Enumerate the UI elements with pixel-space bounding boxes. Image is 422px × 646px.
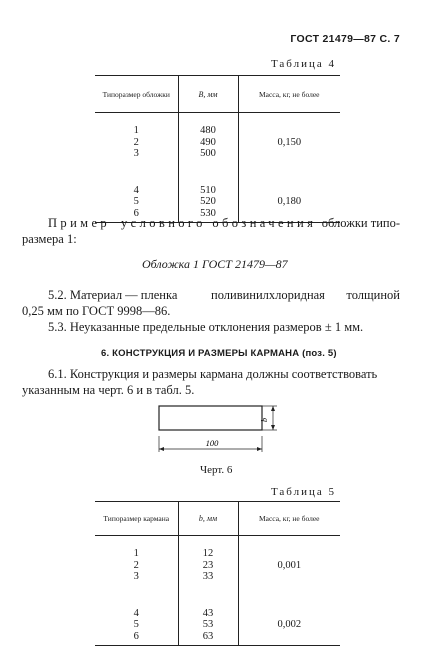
dimension-arrow-up (271, 406, 275, 411)
table-cell-sizes: 1 2 3 (95, 113, 178, 170)
example-designation: Обложка 1 ГОСТ 21479—87 (142, 257, 288, 271)
table-4-header-mass: Масса, кг, не более (238, 76, 340, 113)
example-line-1-right: обложки типо- (321, 216, 400, 230)
table-cell-mass: 0,150 (238, 113, 340, 170)
clause-5-2-line-1-mid: поливинилхлоридная (211, 288, 325, 302)
table-5 (95, 501, 340, 646)
table-5-header-mass: Масса, кг, не более (238, 502, 340, 536)
dimension-arrow-right (257, 447, 262, 451)
table-cell-mass: 0,180 (238, 170, 340, 223)
clause-5-2-line-2: 0,25 мм по ГОСТ 9998—86. (22, 304, 171, 318)
dimension-arrow-left (159, 447, 164, 451)
table-cell-values: 510 520 530 (178, 170, 238, 223)
pocket-outline (159, 406, 262, 430)
example-line-2: размера 1: (22, 232, 77, 246)
table-cell-sizes: 1 2 3 (95, 536, 178, 593)
table-cell-sizes: 4 5 6 (95, 593, 178, 646)
clause-5-2-line-1-left: 5.2. Материал — пленка (48, 288, 178, 302)
table-4-header-b: B, мм (178, 76, 238, 113)
table-row (95, 536, 340, 593)
table-cell-mass: 0,001 (238, 536, 340, 593)
table-5-caption: Таблица 5 (270, 486, 336, 498)
table-5-header-b: b, мм (178, 502, 238, 536)
table-cell-values: 43 53 63 (178, 593, 238, 646)
pocket-width-dimension (150, 436, 280, 456)
table-row (95, 593, 340, 646)
table-cell-sizes: 4 5 6 (95, 170, 178, 223)
dimension-label-b: b (260, 418, 269, 422)
example-line-1-left: Пример (48, 216, 111, 230)
example-line-1-mid: условного обозначения (121, 216, 317, 230)
table-4 (95, 75, 340, 223)
table-4-header-size: Типоразмер обложки (95, 76, 178, 113)
table-row (95, 113, 340, 170)
table-4-caption: Таблица 4 (270, 58, 336, 70)
clause-6-1-line-2: указанным на черт. 6 и в табл. 5. (22, 383, 195, 397)
dimension-label-width: 100 (205, 438, 219, 448)
clause-5-3: 5.3. Неуказанные предельные отклонения размеров ± 1 мм. (48, 320, 364, 334)
table-cell-values: 12 23 33 (178, 536, 238, 593)
page-header: ГОСТ 21479—87 С. 7 (290, 33, 400, 45)
section-6-heading: 6. КОНСТРУКЦИЯ И РАЗМЕРЫ КАРМАНА (поз. 5) (101, 348, 337, 359)
table-cell-mass: 0,002 (238, 593, 340, 646)
table-cell-values: 480 490 500 (178, 113, 238, 170)
clause-6-1-line-1: 6.1. Конструкция и размеры кармана должны соответствовать (48, 367, 378, 381)
drawing-caption: Черт. 6 (200, 464, 233, 476)
clause-5-2-line-1-right: толщиной (346, 288, 400, 302)
table-5-header-size: Типоразмер кармана (95, 502, 178, 536)
dimension-arrow-down (271, 425, 275, 430)
pocket-drawing (150, 404, 280, 436)
